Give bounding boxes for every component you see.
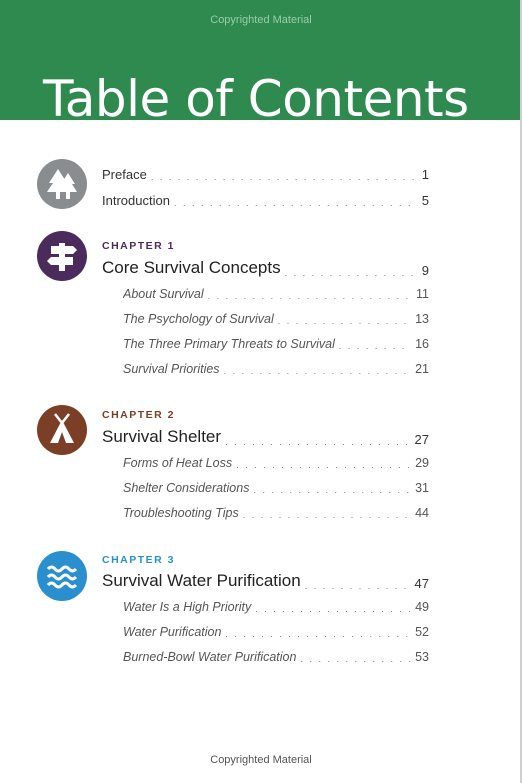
chapter-title: Core Survival Concepts — [102, 258, 281, 277]
signpost-icon — [37, 231, 87, 281]
toc-section-entry[interactable] — [123, 646, 429, 664]
section-page: 16 — [415, 337, 429, 351]
chapter-3-label: CHAPTER 3 — [102, 554, 176, 566]
section-title: The Three Primary Threats to Survival — [123, 337, 335, 351]
toc-entry-page: 1 — [421, 167, 429, 182]
section-page: 52 — [415, 625, 429, 639]
trees-icon — [37, 159, 87, 209]
dot-leader — [300, 654, 411, 664]
section-page: 29 — [415, 456, 429, 470]
section-title: Forms of Heat Loss — [123, 456, 233, 470]
section-title: About Survival — [123, 287, 204, 301]
section-page: 53 — [415, 650, 429, 664]
section-page: 31 — [415, 481, 429, 495]
chapter-3-title-entry[interactable] — [102, 567, 429, 591]
toc-section-entry[interactable] — [123, 452, 429, 470]
chapter-title: Survival Shelter — [102, 427, 222, 446]
copyright-notice-top: Copyrighted Material — [210, 14, 312, 26]
teepee-icon — [37, 405, 87, 455]
toc-section-entry[interactable] — [123, 502, 429, 520]
toc-section-entry[interactable] — [123, 358, 429, 376]
water-waves-icon — [37, 551, 87, 601]
dot-leader — [225, 437, 410, 447]
section-title: Water Purification — [123, 625, 222, 639]
chapter-page: 9 — [421, 263, 429, 278]
dot-leader — [339, 341, 411, 351]
toc-entry-introduction[interactable] — [102, 190, 429, 208]
section-page: 11 — [416, 287, 429, 301]
chapter-1-title-entry[interactable] — [102, 254, 429, 278]
toc-entry-title: Preface — [102, 167, 147, 182]
chapter-page: 27 — [414, 432, 429, 447]
dot-leader — [151, 172, 418, 182]
dot-leader — [174, 198, 418, 208]
section-title: Burned-Bowl Water Purification — [123, 650, 297, 664]
section-title: Shelter Considerations — [123, 481, 250, 495]
section-title: Troubleshooting Tips — [123, 506, 239, 520]
chapter-2-title-entry[interactable] — [102, 423, 429, 447]
toc-section-entry[interactable] — [123, 333, 429, 351]
section-title: The Psychology of Survival — [123, 312, 274, 326]
dot-leader — [255, 604, 411, 614]
toc-section-entry[interactable] — [123, 621, 429, 639]
toc-section-entry[interactable] — [123, 283, 429, 301]
chapter-2-label: CHAPTER 2 — [102, 409, 176, 421]
header-banner — [0, 0, 522, 120]
dot-leader — [285, 268, 418, 278]
dot-leader — [224, 366, 412, 376]
chapter-page: 47 — [414, 576, 429, 591]
dot-leader — [305, 581, 411, 591]
dot-leader — [208, 291, 412, 301]
chapter-title: Survival Water Purification — [102, 571, 301, 590]
dot-leader — [253, 485, 411, 495]
chapter-1-label: CHAPTER 1 — [102, 240, 176, 252]
dot-leader — [225, 629, 411, 639]
section-page: 44 — [415, 506, 429, 520]
toc-section-entry[interactable] — [123, 308, 429, 326]
toc-entry-title: Introduction — [102, 193, 170, 208]
toc-section-entry[interactable] — [123, 596, 429, 614]
dot-leader — [243, 510, 411, 520]
dot-leader — [278, 316, 411, 326]
copyright-notice-bottom: Copyrighted Material — [210, 754, 312, 766]
section-page: 49 — [415, 600, 429, 614]
section-page: 13 — [415, 312, 429, 326]
dot-leader — [236, 460, 411, 470]
toc-entry-page: 5 — [421, 193, 429, 208]
page-title: Table of Contents — [43, 70, 469, 120]
section-title: Water Is a High Priority — [123, 600, 252, 614]
toc-entry-preface[interactable] — [102, 164, 429, 182]
section-title: Survival Priorities — [123, 362, 220, 376]
toc-section-entry[interactable] — [123, 477, 429, 495]
section-page: 21 — [415, 362, 429, 376]
